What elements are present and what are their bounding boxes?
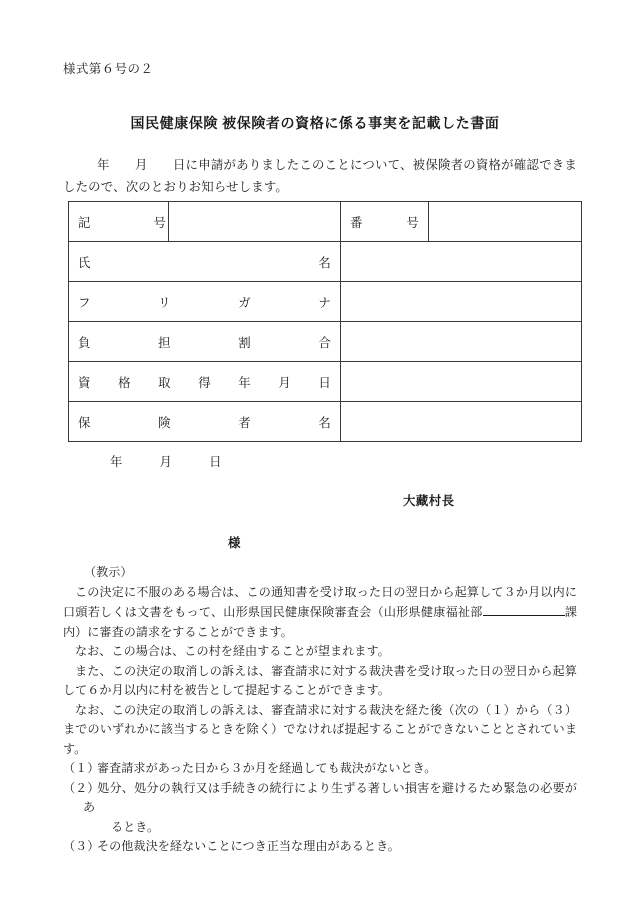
page-title: 国民健康保険 被保険者の資格に係る事実を記載した書面 — [130, 117, 500, 132]
list-item-continuation: るとき。 — [111, 819, 160, 834]
table-row — [69, 202, 582, 242]
addressee-honorific: 様 — [228, 536, 241, 550]
list-item — [63, 759, 577, 779]
instructions-paragraph-3: また、この決定の取消しの訴えは、審査請求に対する裁決書を受け取った日の翌日から起算して６か月以内に村を被告として提起することができます。 — [63, 663, 577, 697]
instructions-numbered-list — [63, 759, 577, 857]
table-row — [69, 322, 582, 362]
value-hokensha-mei[interactable] — [341, 402, 582, 442]
label-bangou: 番 号 — [341, 202, 429, 242]
form-number: 様式第６号の２ — [63, 62, 154, 76]
instructions-paragraph-4: なお、この決定の取消しの訴えは、審査請求に対する裁決を経た後（次の（１）から（３）までのいずれかに該当するときを除く）でなければ提起することができないこととされています。 — [63, 702, 577, 756]
value-futan-wariai[interactable] — [341, 322, 582, 362]
instructions-paragraph-1 — [63, 583, 577, 643]
instructions-p1-before-blank: この決定に不服のある場合は、この通知書を受け取った日の翌日から起算して３か月以内に口頭若しくは文書をもって、山形県国民健康保険審査会（山形県健康福祉部 — [63, 584, 577, 619]
value-bangou[interactable] — [429, 202, 582, 242]
list-item — [63, 837, 577, 857]
instructions-p1-after-blank: 課内）に審査の請求をすることができます。 — [63, 605, 577, 639]
instructions-paragraph-2: なお、この場合は、この村を経由することが望まれます。 — [75, 644, 390, 658]
table-row — [69, 242, 582, 282]
list-item-marker: （３） — [63, 839, 100, 853]
department-blank-field[interactable] — [483, 602, 565, 616]
label-furigana: フ リ ガ ナ — [69, 282, 341, 322]
value-shikaku-shutoku-date[interactable] — [341, 362, 582, 402]
list-item-text: 審査請求があった日から３か月を経過しても裁決がないとき。 — [97, 761, 437, 775]
value-furigana[interactable] — [341, 282, 582, 322]
label-shikaku-shutoku-date: 資 格 取 得 年 月 日 — [69, 362, 341, 402]
list-item-marker: （２） — [63, 780, 100, 795]
list-item-marker: （１） — [63, 761, 100, 775]
table-row — [69, 282, 582, 322]
label-shimei: 氏 名 — [69, 242, 341, 282]
table-row — [69, 362, 582, 402]
label-futan-wariai: 負 担 割 合 — [69, 322, 341, 362]
label-hokensha-mei: 保 険 者 名 — [69, 402, 341, 442]
value-kigou[interactable] — [169, 202, 341, 242]
instructions-heading: （教示） — [84, 565, 133, 579]
issuer-name: 大藏村長 — [403, 494, 455, 508]
intro-paragraph — [63, 154, 577, 198]
list-item-text: その他裁決を経ないことにつき正当な理由があるとき。 — [97, 839, 400, 853]
table-row — [69, 402, 582, 442]
insured-info-table — [68, 201, 582, 442]
list-item — [63, 779, 577, 818]
value-shimei[interactable] — [341, 242, 582, 282]
instructions-section — [63, 563, 577, 857]
issue-date-line: 年 月 日 — [110, 455, 222, 469]
label-kigou: 記 号 — [69, 202, 169, 242]
intro-text: 年 月 日に申請がありましたこのことについて、被保険者の資格が確認できましたので、次のとおりお知らせします。 — [63, 158, 577, 194]
list-item-text: 処分、処分の執行又は手続きの続行により生ずる著しい損害を避けるため緊急の必要があ — [83, 780, 577, 814]
